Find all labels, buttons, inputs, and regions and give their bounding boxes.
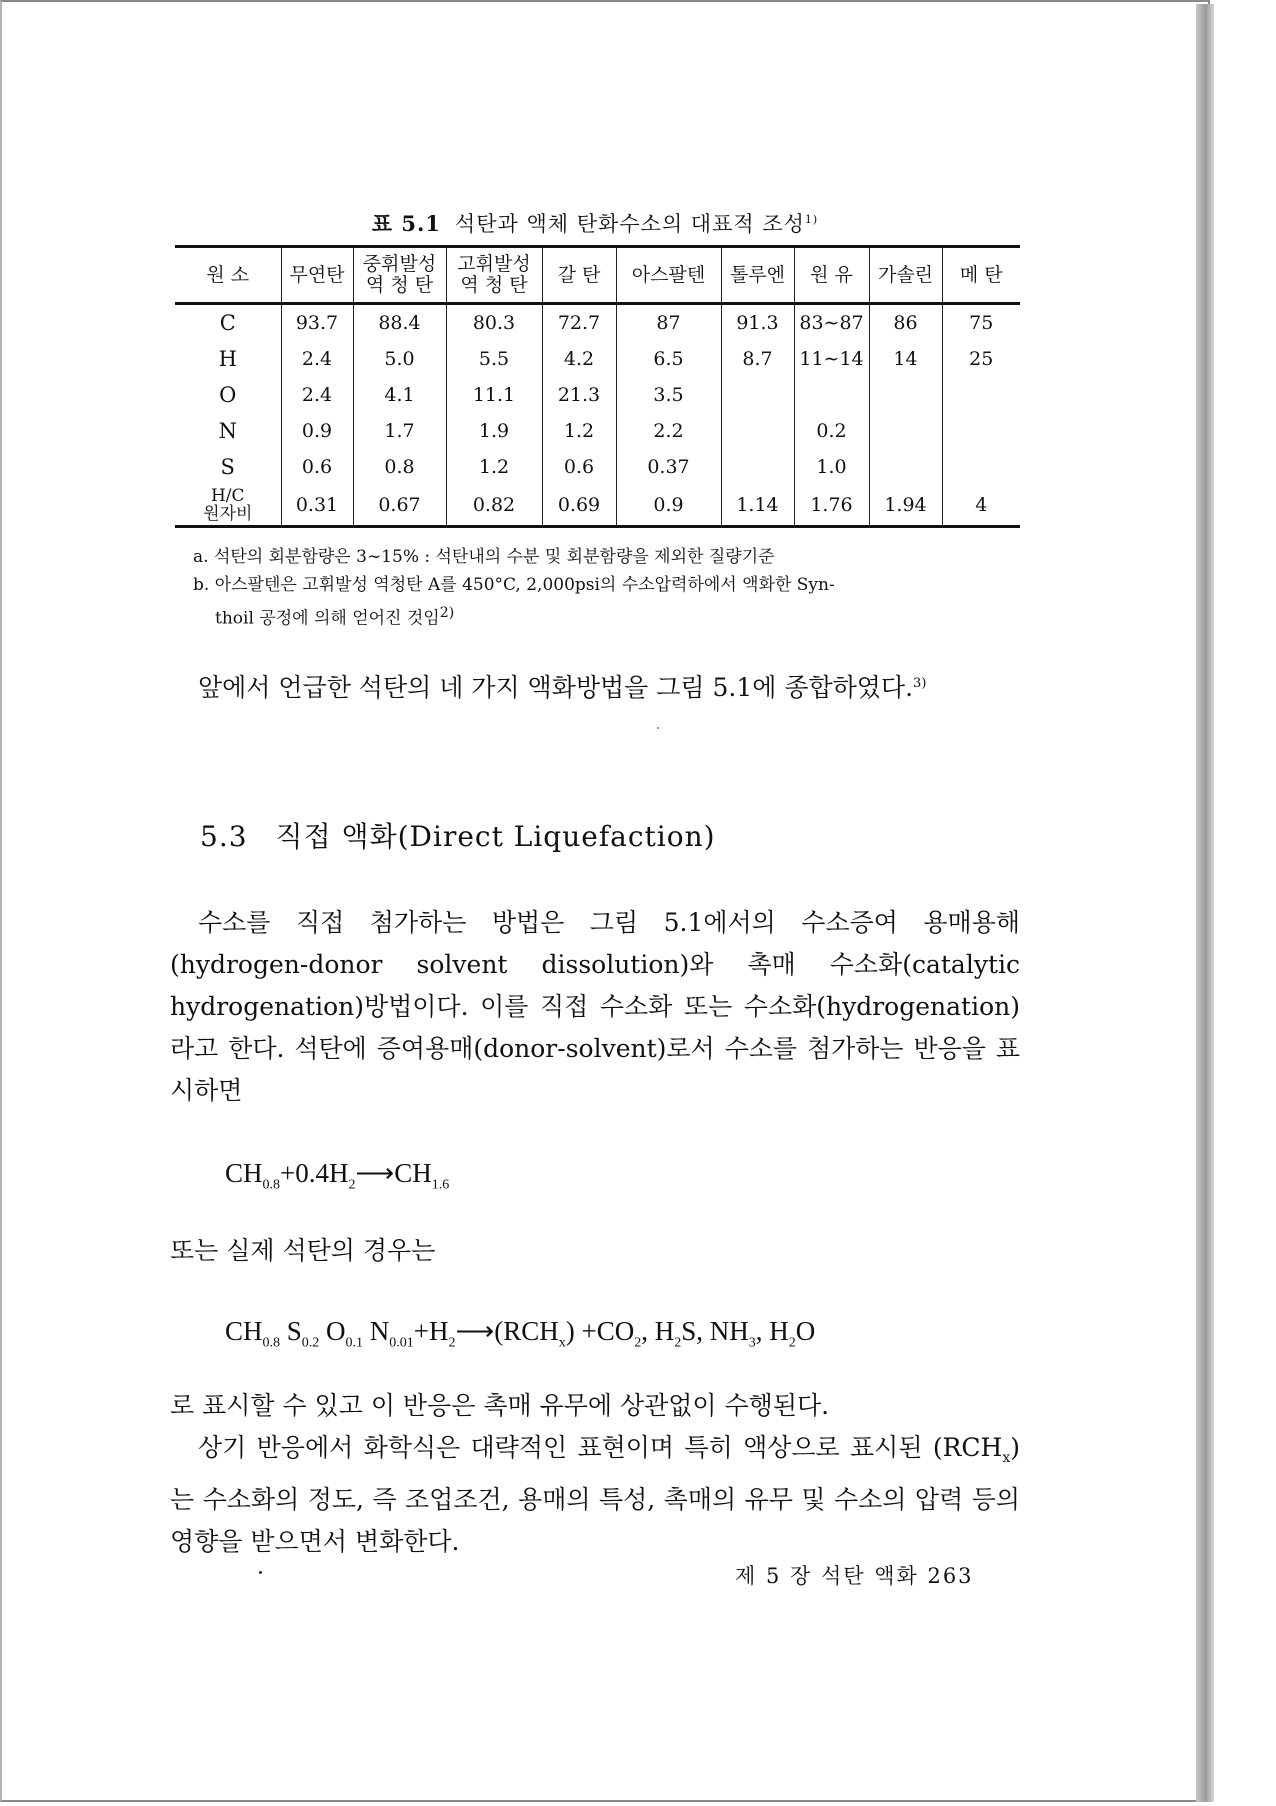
eq1-term: CH: [394, 1158, 432, 1188]
column-header-line: 메 탄: [959, 263, 1003, 286]
table-cell: [869, 377, 942, 413]
table-cell: 87: [616, 304, 721, 342]
table-cell: 91.3: [721, 304, 794, 342]
table-cell: 1.76: [794, 485, 869, 527]
table-row: [175, 449, 1020, 485]
column-header-line: 톨루엔: [729, 263, 786, 286]
column-header-line: 아스팔텐: [631, 263, 706, 286]
eq1-subscript: 2: [348, 1177, 356, 1193]
caption-reference: 1): [804, 213, 819, 226]
column-header-line: 역 청 탄: [460, 274, 528, 296]
column-header: [281, 247, 353, 304]
table-cell: 5.0: [353, 341, 446, 377]
table-cell: 0.9: [281, 413, 353, 449]
column-header: [942, 247, 1020, 304]
section-heading: [200, 815, 716, 855]
column-header-line: 원 유: [810, 263, 853, 286]
table-cell: 11.1: [446, 377, 542, 413]
eq2-term: N: [363, 1316, 390, 1346]
table-cell: [721, 413, 794, 449]
table-cell: 21.3: [542, 377, 616, 413]
table-cell: 0.31: [281, 485, 353, 527]
eq2-term: CH: [225, 1316, 263, 1346]
section-number: 5.3: [200, 820, 248, 853]
paragraph-reaction-note: 로 표시할 수 있고 이 반응은 촉매 유무에 상관없이 수행된다.: [170, 1391, 830, 1420]
column-header: [616, 247, 721, 304]
table-cell: 0.2: [794, 413, 869, 449]
eq2-term: ⟶(RCH: [455, 1316, 559, 1346]
column-header-line: 무연탄: [289, 263, 345, 286]
page-edge-shadow: [1196, 4, 1214, 1802]
paragraph-formula-note: [170, 1427, 1020, 1563]
table-cell: 0.67: [353, 485, 446, 527]
table-cell: 11∼14: [794, 341, 869, 377]
table-cell: 1.7: [353, 413, 446, 449]
column-header-line: 중휘발성: [362, 253, 437, 275]
table-cell: 0.8: [353, 449, 446, 485]
table-cell: [942, 449, 1020, 485]
element-label: S: [220, 455, 235, 479]
table-cell: 93.7: [281, 304, 353, 342]
background-margin: [1214, 0, 1276, 1806]
paragraph-actual-coal: 또는 실제 석탄의 경우는: [170, 1236, 436, 1265]
element-label: N: [218, 419, 237, 443]
paragraph-intro-reference: 3): [913, 676, 927, 691]
equation-simple: [225, 1158, 449, 1193]
table-cell: 0.9: [616, 485, 721, 527]
print-dot: [259, 1571, 262, 1574]
table-caption: [170, 208, 1020, 238]
eq2-term: , H: [641, 1316, 675, 1346]
table-cell: 4: [942, 485, 1020, 527]
column-header-line: 원 소: [206, 263, 250, 286]
table-cell: [869, 449, 942, 485]
footnote-a: a. 석탄의 회분함량은 3∼15% : 석탄내의 수분 및 회분함량을 제외한 질량기준: [193, 547, 775, 567]
table-cell: 3.5: [616, 377, 721, 413]
eq1-subscript: 1.6: [431, 1177, 450, 1193]
table-row: [175, 485, 1020, 527]
table-cell: 72.7: [542, 304, 616, 342]
hc-label-line: H/C: [210, 486, 245, 506]
table-cell: 6.5: [616, 341, 721, 377]
table-number: 표 5.1: [371, 211, 441, 236]
eq2-subscript: 2: [448, 1335, 456, 1351]
paragraph-intro-text: 앞에서 언급한 석탄의 네 가지 액화방법을 그림 5.1에 종합하였다.: [198, 673, 914, 703]
column-header: [794, 247, 869, 304]
eq2-subscript: 3: [748, 1335, 756, 1351]
eq2-subscript: 0.8: [262, 1335, 281, 1351]
paragraph-direct-hydrogenation: 수소를 직접 첨가하는 방법은 그림 5.1에서의 수소증여 용매용해(hydrogen-donor solvent dissolution)와 촉매 수소화(catalytic hydrogenation)방법이다. 이를 직접 수소화 또는 수소화(hydrogenation)라고 한다. 석탄에 증여용매(donor-solvent)로서 수소를 첨가하는 반응을 표시하면: [170, 908, 1020, 1105]
table-cell: [942, 377, 1020, 413]
table-row: [175, 413, 1020, 449]
table-cell: 1.0: [794, 449, 869, 485]
table-cell: 75: [942, 304, 1020, 342]
column-header: [721, 247, 794, 304]
table-cell: [721, 449, 794, 485]
eq2-term: O: [795, 1316, 816, 1346]
table-cell: 14: [869, 341, 942, 377]
column-header: [175, 247, 281, 304]
eq2-subscript: 0.2: [301, 1335, 320, 1351]
page-footer: 제 5 장 석탄 액화 263: [735, 1564, 974, 1588]
table-row: [175, 341, 1020, 377]
table-title: 석탄과 액체 탄화수소의 대표적 조성: [454, 212, 805, 236]
table-cell: 1.2: [542, 413, 616, 449]
hc-label-line: 원자비: [203, 504, 253, 524]
table-cell: 2.4: [281, 341, 353, 377]
element-label: O: [219, 383, 237, 407]
eq2-term: S: [280, 1316, 302, 1346]
table-cell: [794, 377, 869, 413]
paragraph-intro: [170, 663, 1020, 709]
table-cell: 2.4: [281, 377, 353, 413]
table-cell: 5.5: [446, 341, 542, 377]
table-header-row: [175, 247, 1020, 304]
eq2-term: ) +CO: [565, 1316, 635, 1346]
print-speck: [657, 727, 659, 729]
eq1-term: +0.4H: [280, 1158, 349, 1188]
column-header-line: 고휘발성: [457, 253, 531, 275]
table-cell: [721, 377, 794, 413]
paragraph-formula-note-text: )는 수소화의 정도, 즉 조업조건, 용매의 특성, 촉매의 유무 및 수소의 압력 등의 영향을 받으면서 변화한다.: [170, 1433, 1020, 1556]
eq2-term: , H: [755, 1316, 789, 1346]
table-cell: 0.82: [446, 485, 542, 527]
table-cell: 1.14: [721, 485, 794, 527]
element-label: C: [219, 311, 236, 335]
paragraph-formula-note-text: 상기 반응에서 화학식은 대략적인 표현이며 특히 액상으로 표시된 (RCH: [198, 1433, 1003, 1462]
eq2-term: O: [319, 1316, 346, 1346]
table-cell: 1.2: [446, 449, 542, 485]
eq2-subscript: 2: [674, 1335, 682, 1351]
column-header-line: 가솔린: [877, 263, 934, 286]
element-label: [175, 485, 281, 527]
table-cell: [869, 413, 942, 449]
eq2-subscript: 0.01: [389, 1335, 414, 1351]
table-row: [175, 377, 1020, 413]
table-footnotes: [193, 543, 1023, 633]
table-cell: 1.9: [446, 413, 542, 449]
eq2-term: S, NH: [681, 1316, 749, 1346]
column-header-line: 역 청 탄: [365, 274, 434, 296]
table-cell: 86: [869, 304, 942, 342]
table-cell: 4.1: [353, 377, 446, 413]
table-cell: 83∼87: [794, 304, 869, 342]
reaction-arrow: ⟶: [355, 1158, 395, 1188]
footnote-b-text: thoil 공정에 의해 얻어진 것임: [215, 608, 440, 629]
column-header: [446, 247, 542, 304]
equation-actual-coal: [225, 1316, 815, 1351]
table-row: [175, 304, 1020, 342]
table-cell: [942, 413, 1020, 449]
eq1-subscript: 0.8: [262, 1177, 281, 1193]
element-label: H: [218, 347, 237, 371]
footnote-b-reference: 2): [439, 605, 455, 621]
column-header: [542, 247, 616, 304]
table-cell: 0.6: [281, 449, 353, 485]
table-cell: 8.7: [721, 341, 794, 377]
paragraph-formula-note-subscript: x: [1002, 1450, 1011, 1466]
column-header: [869, 247, 942, 304]
table-cell: 4.2: [542, 341, 616, 377]
section-title: 직접 액화(Direct Liquefaction): [275, 820, 716, 853]
eq2-subscript: x: [558, 1335, 566, 1351]
table-body: [175, 304, 1020, 527]
table-cell: 80.3: [446, 304, 542, 342]
table-cell: 0.6: [542, 449, 616, 485]
eq2-subscript: 2: [788, 1335, 796, 1351]
table-cell: 25: [942, 341, 1020, 377]
eq2-term: +H: [413, 1316, 449, 1346]
column-header-line: 갈 탄: [557, 263, 601, 286]
footnote-b: b. 아스팔텐은 고휘발성 역청탄 A를 450°C, 2,000psi의 수소압력하에서 액화한 Syn-: [193, 575, 835, 595]
column-header: [353, 247, 446, 304]
table-cell: 2.2: [616, 413, 721, 449]
table-cell: 0.69: [542, 485, 616, 527]
table-cell: 88.4: [353, 304, 446, 342]
composition-table: [175, 245, 1020, 528]
table-cell: 1.94: [869, 485, 942, 527]
footnote-b-continued: [193, 599, 1023, 633]
eq1-term: CH: [225, 1158, 263, 1188]
eq2-subscript: 2: [634, 1335, 642, 1351]
table-cell: 0.37: [616, 449, 721, 485]
eq2-subscript: 0.1: [345, 1335, 364, 1351]
